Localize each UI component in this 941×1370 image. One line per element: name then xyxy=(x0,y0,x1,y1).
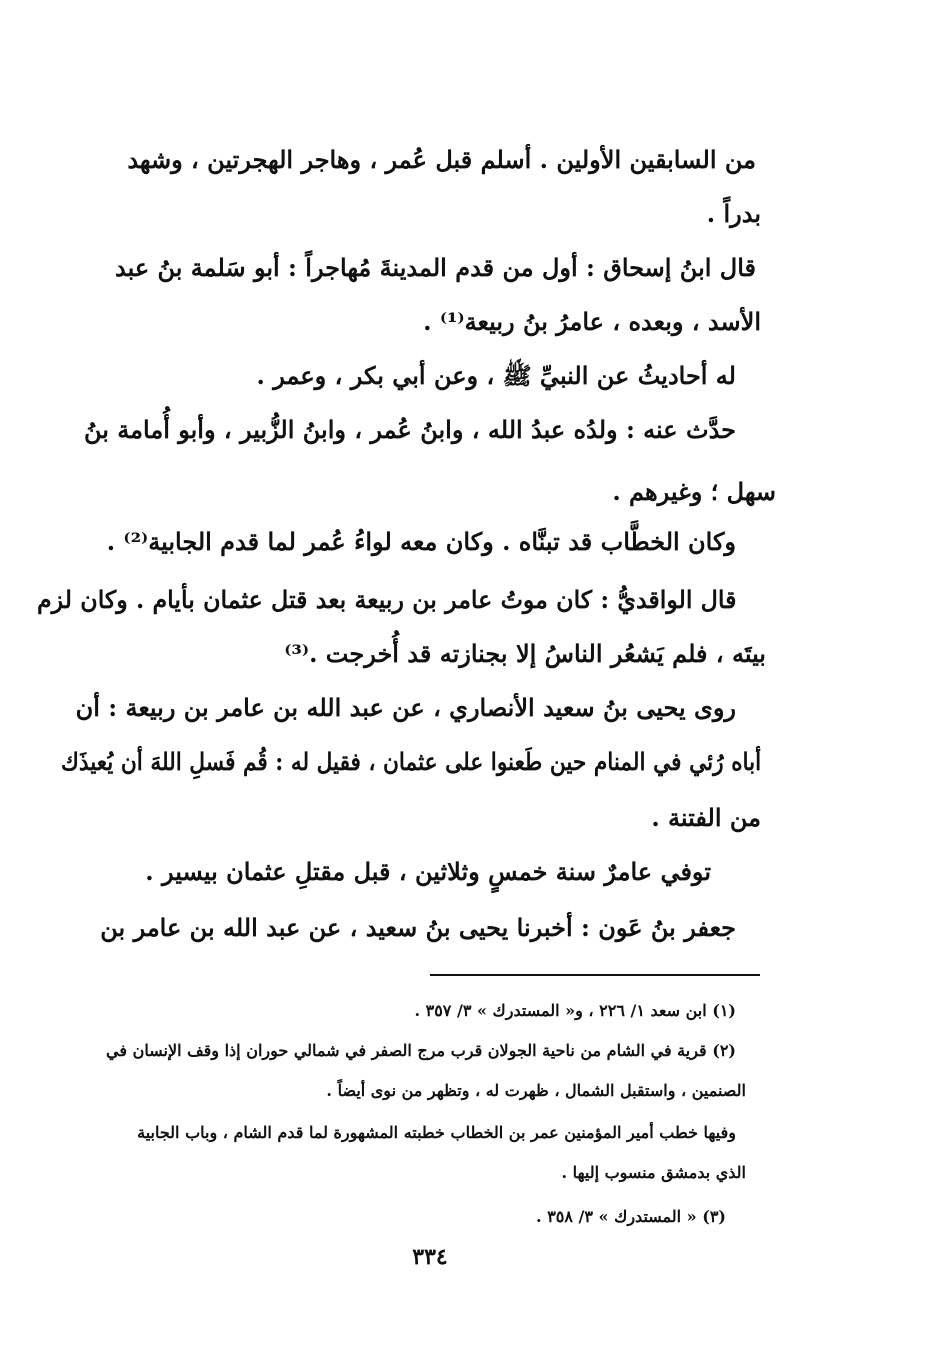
body-line-11: روى يحيى بنُ سعيد الأنصاري ، عن عبد الله بن عامر بن ربيعة : أن xyxy=(75,693,736,722)
footnote-2-line-3: وفيها خطب أمير المؤمنين عمر بن الخطاب خطبته المشهورة لما قدم الشام ، وباب الجابية xyxy=(137,1123,736,1142)
footnote-2-line-2: الصنمين ، واستقبل الشمال ، ظهرت له ، وتظهر من نوى أيضاً . xyxy=(326,1081,746,1100)
body-line-7: سهل ؛ وغيرهم . xyxy=(612,477,776,506)
footnote-separator xyxy=(430,974,760,976)
body-line-6: حدَّث عنه : ولدُه عبدُ الله ، وابنُ عُمر ، وابنُ الزُّبير ، وأبو أُمامة بنُ xyxy=(84,415,736,444)
body-line-1: من السابقين الأولين . أسلم قبل عُمر ، وهاجر الهجرتين ، وشهد xyxy=(127,145,756,174)
body-line-10: بيتَه ، فلم يَشعُر الناسُ إلا بجنازته قد أُخرجت .⁽³⁾ xyxy=(284,639,766,668)
footnote-3: (٣) « المستدرك » ٣/ ٣٥٨ . xyxy=(536,1207,726,1226)
body-line-15: جعفر بنُ عَون : أخبرنا يحيى بنُ سعيد ، عن عبد الله بن عامر بن xyxy=(100,913,736,942)
body-line-9: قال الواقديُّ : كان موتُ عامر بن ربيعة بعد قتل عثمان بأيام . وكان لزم xyxy=(36,585,736,614)
footnote-2-line-4: الذي بدمشق منسوب إليها . xyxy=(561,1163,746,1182)
body-line-13: من الفتنة . xyxy=(651,803,761,832)
body-line-12: أباه رُئي في المنام حين طَعنوا على عثمان ، فقيل له : قُم فَسلِ اللهَ أن يُعيذَك xyxy=(60,747,761,776)
footnote-2-line-1: (٢) قرية في الشام من ناحية الجولان قرب مرج الصفر في شمالي حوران إذا وقف الإنسان في xyxy=(106,1041,736,1060)
body-line-3: قال ابنُ إسحاق : أول من قدم المدينةَ مُهاجراً : أبو سَلمة بنُ عبد xyxy=(114,253,756,282)
body-line-14: توفي عامرٌ سنة خمسٍ وثلاثين ، قبل مقتلِ عثمان بيسير . xyxy=(145,857,711,886)
body-line-2: بدراً . xyxy=(706,199,761,228)
page-number: ٣٣٤ xyxy=(412,1244,448,1270)
body-line-8: وكان الخطَّاب قد تبنَّاه . وكان معه لواءُ عُمر لما قدم الجابية⁽²⁾ . xyxy=(106,527,736,556)
footnote-1: (١) ابن سعد ١/ ٢٢٦ ، و« المستدرك » ٣/ ٣٥٧ . xyxy=(414,1001,736,1020)
body-line-5: له أحاديثُ عن النبيِّ ﷺ ، وعن أبي بكر ، وعمر . xyxy=(256,361,736,390)
body-line-4: الأسد ، وبعده ، عامرُ بنُ ربيعة⁽¹⁾ . xyxy=(423,307,761,336)
